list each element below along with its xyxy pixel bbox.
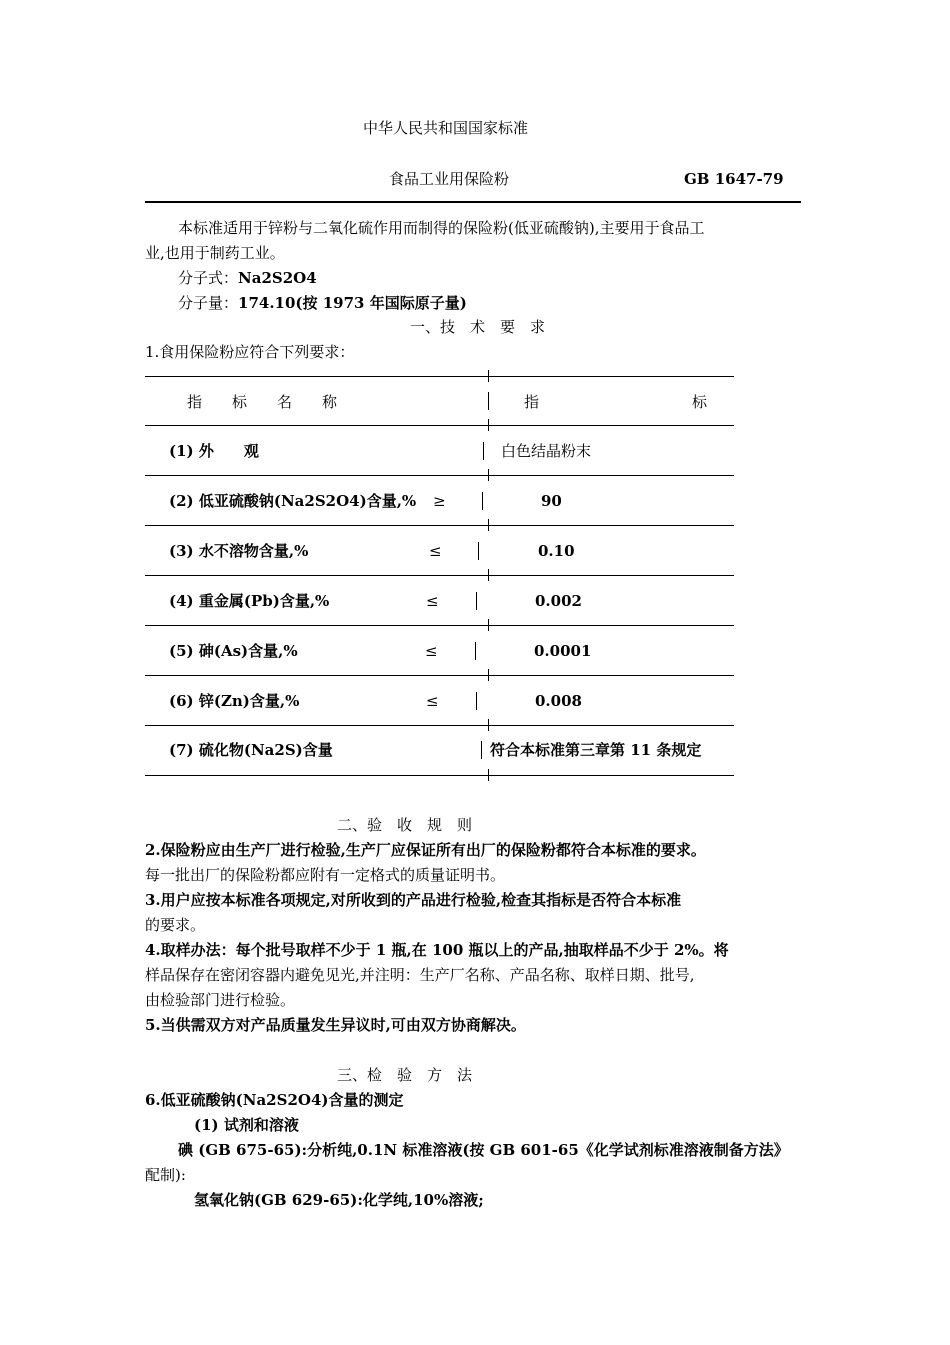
table-row-symbol: ≥ — [433, 492, 446, 510]
column-separator — [475, 642, 476, 660]
table-rule — [145, 675, 734, 676]
table-rule — [145, 425, 734, 426]
section-2-line: 5.当供需双方对产品质量发生异议时,可由双方协商解决。 — [145, 1016, 526, 1034]
section-1-heading: 一、技 术 要 求 — [410, 318, 546, 336]
column-separator — [482, 492, 483, 510]
table-row-name: (4) 重金属(Pb)含量,% — [169, 592, 330, 610]
molecular-weight — [178, 294, 467, 312]
document-title: 食品工业用保险粉 — [389, 170, 510, 188]
section-2-line: 3.用户应按本标准各项规定,对所收到的产品进行检验,检查其指标是否符合本标准 — [145, 891, 682, 909]
clause-1: 1.食用保险粉应符合下列要求： — [145, 343, 355, 361]
sub-clause-1: (1) 试剂和溶液 — [194, 1116, 299, 1134]
table-row-name: (7) 硫化物(Na2S)含量 — [169, 741, 333, 759]
table-row-name: (2) 低亚硫酸钠(Na2S2O4)含量,% — [169, 492, 417, 510]
table-rule — [145, 525, 734, 526]
document-code: GB 1647-79 — [684, 170, 784, 188]
table-rule — [145, 575, 734, 576]
table-tick — [488, 669, 489, 681]
table-header-name: 指 标 名 称 — [187, 393, 338, 411]
section-2-line: 2.保险粉应由生产厂进行检验,生产厂应保证所有出厂的保险粉都符合本标准的要求。 — [145, 841, 706, 859]
table-row-symbol: ≤ — [426, 692, 439, 710]
table-tick — [488, 419, 489, 431]
column-separator — [483, 442, 484, 460]
table-row-name: (5) 砷(As)含量,% — [169, 642, 298, 660]
intro-line-2: 业,也用于制药工业。 — [145, 244, 285, 262]
table-header-value-b: 标 — [692, 393, 708, 411]
table-row-value: 符合本标准第三章第 11 条规定 — [490, 741, 702, 759]
table-tick — [488, 519, 489, 531]
table-row-name: (6) 锌(Zn)含量,% — [169, 692, 300, 710]
table-row-value: 0.0001 — [534, 642, 592, 660]
table-rule — [145, 725, 734, 726]
clause-6: 6.低亚硫酸钠(Na2S2O4)含量的测定 — [145, 1091, 404, 1109]
header-rule — [145, 201, 801, 203]
formula-value: Na2S2O4 — [238, 269, 317, 287]
table-tick — [488, 719, 489, 731]
table-row-value: 0.002 — [535, 592, 582, 610]
table-rule — [145, 625, 734, 626]
column-separator — [478, 542, 479, 560]
table-row-symbol: ≤ — [426, 592, 439, 610]
weight-label: 分子量： — [178, 294, 239, 312]
formula-label: 分子式： — [178, 269, 239, 287]
section-2-heading: 二、验 收 规 则 — [337, 816, 473, 834]
table-row-symbol: ≤ — [425, 642, 438, 660]
table-tick — [488, 469, 489, 481]
table-row-name: (1) 外 观 — [169, 442, 259, 460]
table-tick — [488, 769, 489, 781]
column-separator — [476, 592, 477, 610]
section-3-heading: 三、检 验 方 法 — [337, 1066, 473, 1084]
table-tick — [488, 370, 489, 382]
iodine-line-2: 配制): — [145, 1166, 186, 1184]
section-2-line: 4.取样办法：每个批号取样不少于 1 瓶,在 100 瓶以上的产品,抽取样品不少于 2%。将 — [145, 941, 729, 959]
table-row-value: 0.10 — [538, 542, 575, 560]
section-2-line: 由检验部门进行检验。 — [145, 991, 296, 1009]
table-rule — [145, 775, 734, 776]
table-header-value-a: 指 — [524, 393, 540, 411]
standard-org-title: 中华人民共和国国家标准 — [363, 119, 529, 137]
table-tick — [488, 569, 489, 581]
column-separator — [488, 392, 489, 410]
section-2-line: 每一批出厂的保险粉都应附有一定格式的质量证明书。 — [145, 866, 506, 884]
iodine-line-1: 碘 (GB 675-65):分析纯,0.1N 标准溶液(按 GB 601-65《化学试剂标准溶液制备方法》 — [178, 1141, 789, 1159]
naoh-line: 氢氧化钠(GB 629-65):化学纯,10%溶液; — [194, 1191, 484, 1209]
section-2-line: 的要求。 — [145, 916, 206, 934]
table-row-name: (3) 水不溶物含量,% — [169, 542, 309, 560]
molecular-formula — [178, 269, 317, 287]
table-row-value: 0.008 — [535, 692, 582, 710]
section-2-line: 样品保存在密闭容器内避免见光,并注明：生产厂名称、产品名称、取样日期、批号, — [145, 966, 695, 984]
weight-value: 174.10(按 1973 年国际原子量) — [238, 294, 467, 312]
column-separator — [476, 692, 477, 710]
table-tick — [488, 619, 489, 631]
table-row-value: 90 — [541, 492, 562, 510]
table-row-symbol: ≤ — [429, 542, 442, 560]
table-rule — [145, 376, 734, 377]
intro-line-1: 本标准适用于锌粉与二氧化硫作用而制得的保险粉(低亚硫酸钠),主要用于食品工 — [178, 219, 705, 237]
table-rule — [145, 475, 734, 476]
table-row-value: 白色结晶粉末 — [501, 442, 592, 460]
column-separator — [481, 741, 482, 759]
